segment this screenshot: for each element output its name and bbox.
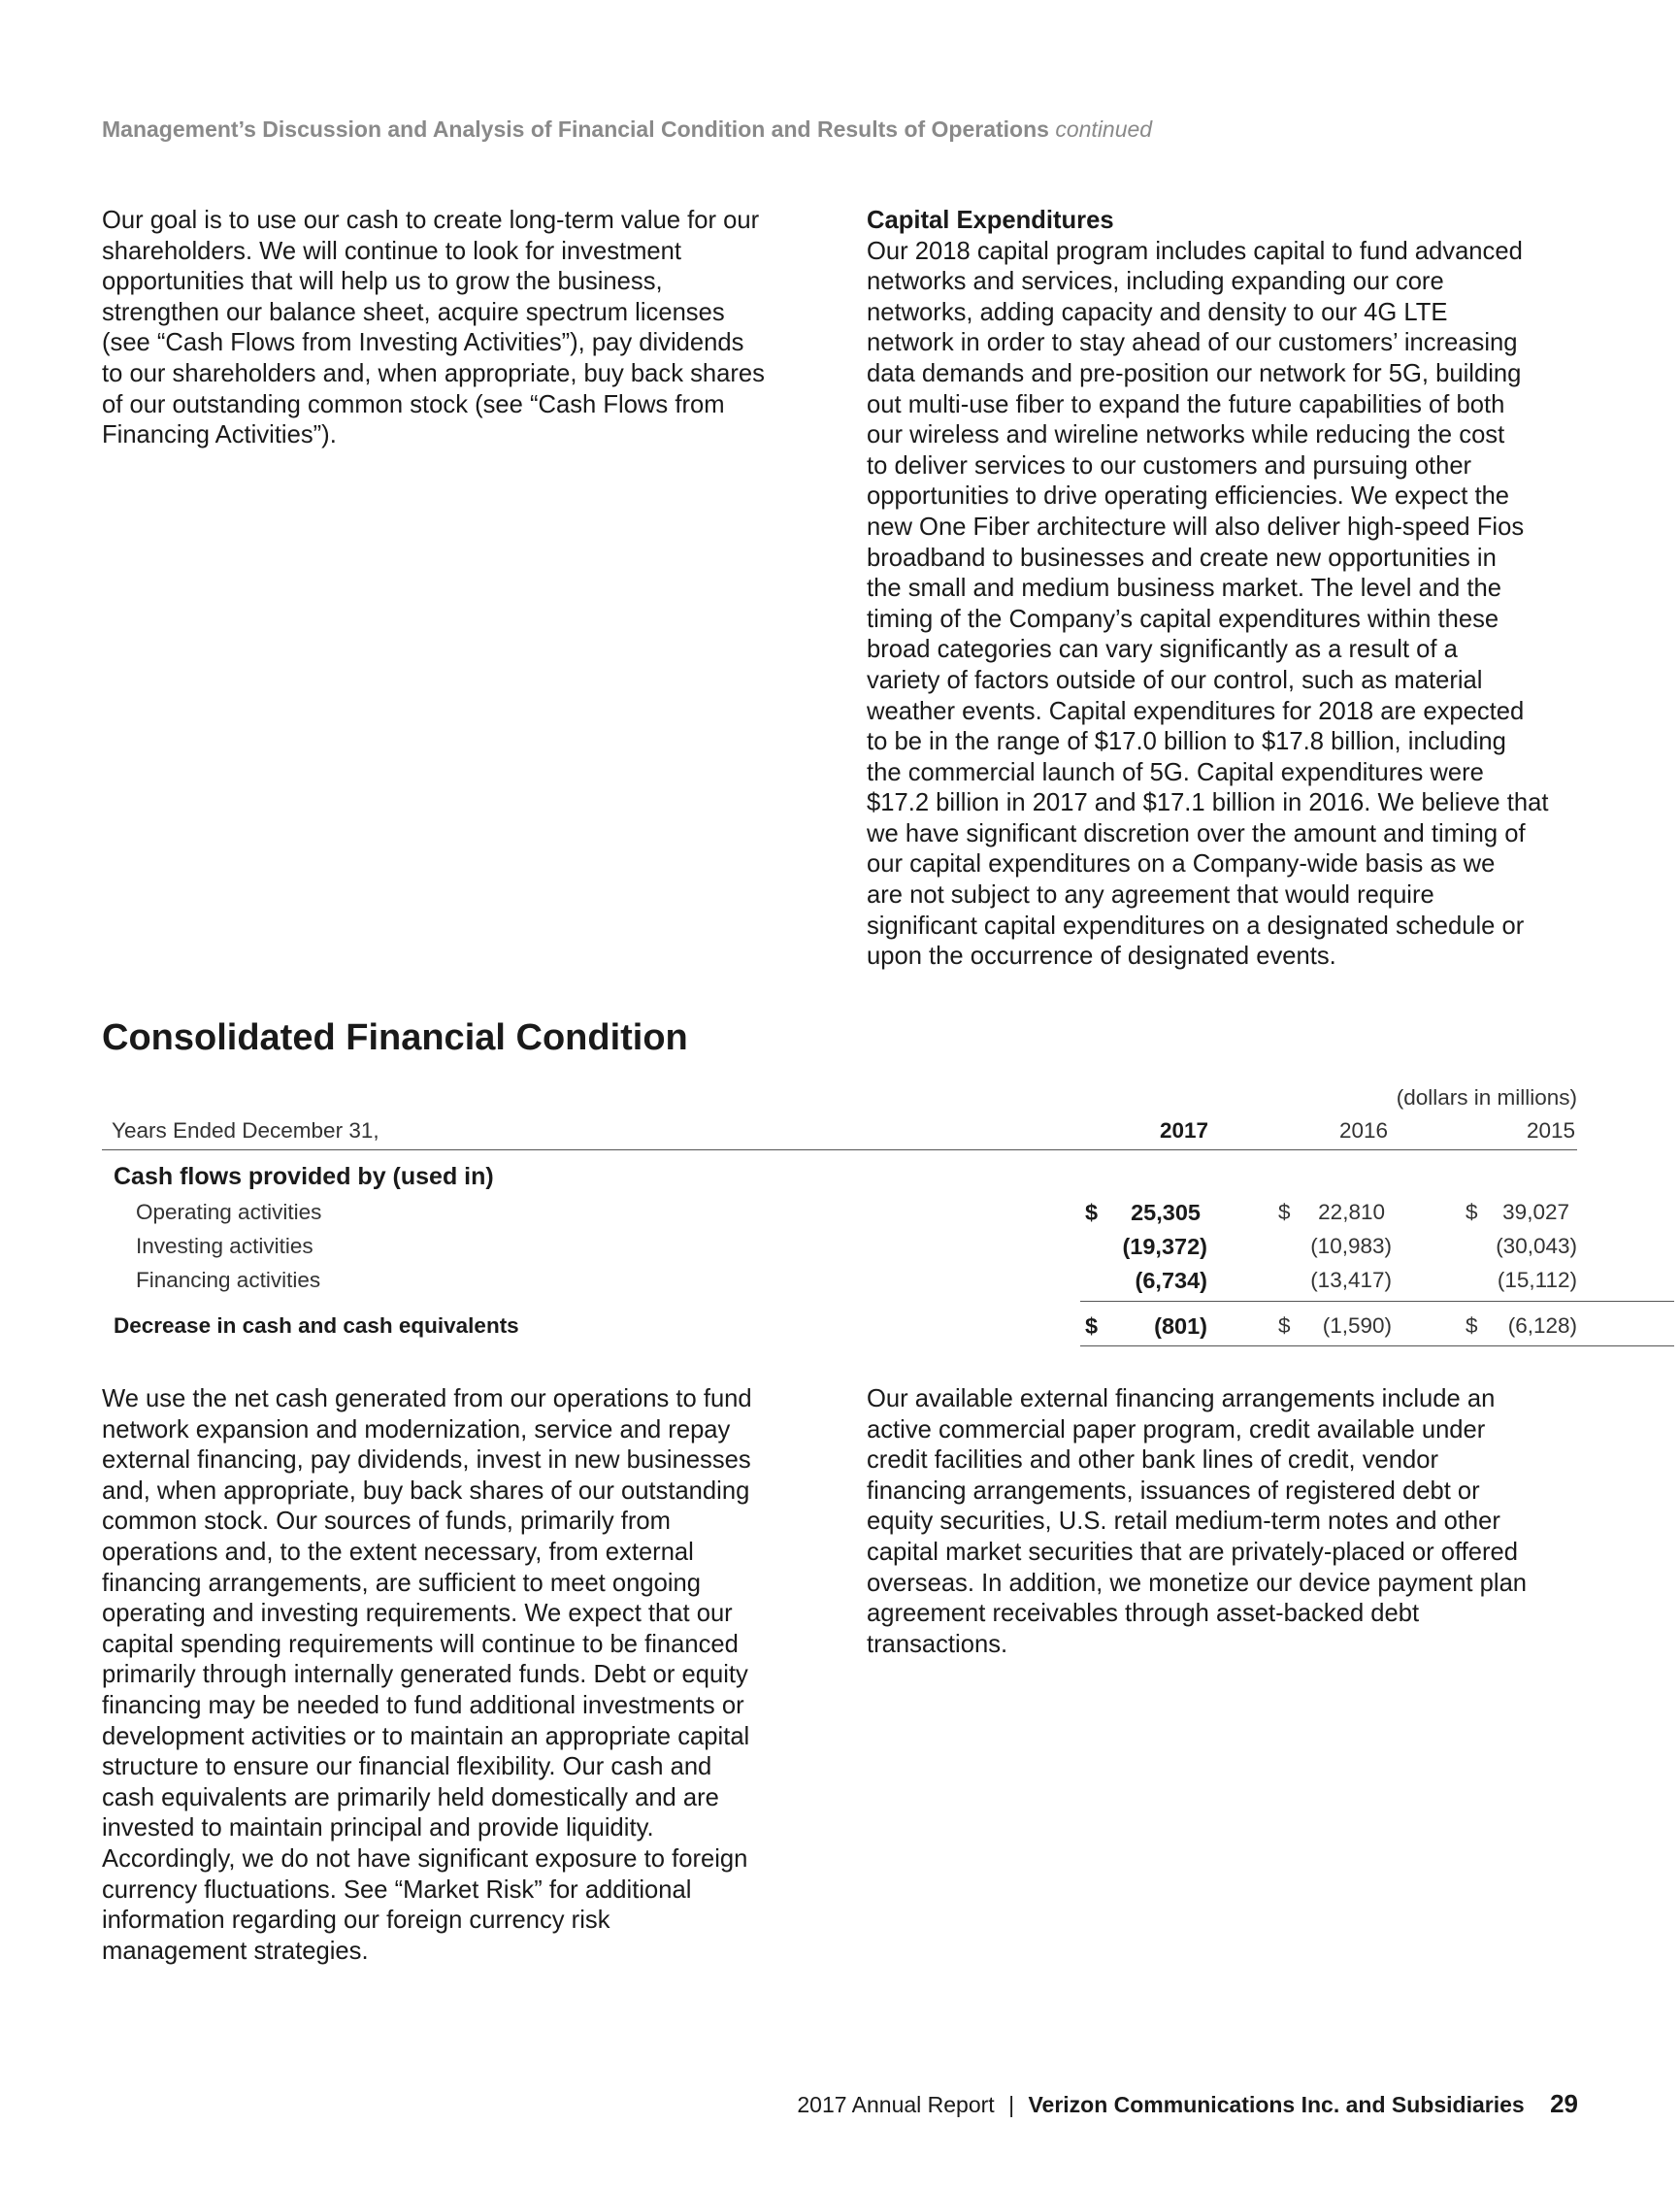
bottom-right-paragraph xyxy=(867,1384,1585,1660)
footer-separator: | xyxy=(1008,2092,1015,2117)
text-line: our capital expenditures on a Company-wide basis as we xyxy=(867,850,1496,879)
table-header-year-2016: 2016 xyxy=(1338,1118,1388,1143)
total-dollar-2015: $ xyxy=(1466,1313,1478,1338)
text-line: financing may be needed to fund additional investments or xyxy=(102,1691,744,1719)
text-line: timing of the Company’s capital expenditures within these xyxy=(867,605,1499,633)
total-dollar-2017: $ xyxy=(1085,1313,1099,1339)
row-value-2015: (30,043) xyxy=(1496,1234,1577,1258)
page-number: 29 xyxy=(1550,2089,1578,2118)
text-line: development activities or to maintain an appropriate capital xyxy=(102,1722,750,1750)
text-line: weather events. Capital expenditures for 2018 are expected xyxy=(867,697,1525,725)
text-line: broad categories can vary significantly as a result of a xyxy=(867,636,1458,664)
text-line: (see “Cash Flows from Investing Activities”), pay dividends xyxy=(102,329,744,357)
text-line: shareholders. We will continue to look for investment xyxy=(102,237,682,265)
capex-section xyxy=(867,206,1585,973)
text-line: networks, adding capacity and density to our 4G LTE xyxy=(867,298,1448,326)
row-dollar-2017: $ xyxy=(1085,1200,1099,1225)
text-line: out multi-use fiber to expand the future capabilities of both xyxy=(867,390,1505,418)
text-line: equity securities, U.S. retail medium-term notes and other xyxy=(867,1508,1500,1536)
text-line: the commercial launch of 5G. Capital expenditures were xyxy=(867,758,1484,786)
text-line: credit facilities and other bank lines of credit, vendor xyxy=(867,1446,1438,1475)
row-value-2015: 39,027 xyxy=(1502,1200,1569,1224)
bottom-left-paragraph xyxy=(102,1384,820,1967)
total-label: Decrease in cash and cash equivalents xyxy=(114,1313,519,1338)
text-line: transactions. xyxy=(867,1630,1008,1658)
intro-left-paragraph xyxy=(102,206,820,451)
text-line: capital market securities that are privately-placed or offered xyxy=(867,1538,1518,1566)
text-line: new One Fiber architecture will also deliver high-speed Fios xyxy=(867,513,1525,541)
text-line: capital spending requirements will continue to be financed xyxy=(102,1630,739,1658)
row-value-2017: 25,305 xyxy=(1131,1200,1201,1225)
text-line: currency fluctuations. See “Market Risk” for additional xyxy=(102,1875,692,1904)
text-line: financing arrangements, issuances of registered debt or xyxy=(867,1477,1480,1505)
row-label: Financing activities xyxy=(136,1268,321,1292)
text-line: network expansion and modernization, service and repay xyxy=(102,1415,731,1443)
row-dollar-2015: $ xyxy=(1466,1200,1478,1224)
text-line: we have significant discretion over the amount and timing of xyxy=(867,819,1526,847)
text-line: We use the net cash generated from our operations to fund xyxy=(102,1385,752,1412)
text-line: to our shareholders and, when appropriate, buy back shares xyxy=(102,359,765,387)
text-line: significant capital expenditures on a designated schedule or xyxy=(867,912,1525,940)
section-title: Consolidated Financial Condition xyxy=(102,1017,688,1058)
text-line: information regarding our foreign currency risk xyxy=(102,1907,610,1935)
row-dollar-2016: $ xyxy=(1278,1200,1291,1224)
total-dollar-2016: $ xyxy=(1278,1313,1291,1338)
text-line: primarily through internally generated funds. Debt or equity xyxy=(102,1661,748,1689)
table-units-note: (dollars in millions) xyxy=(1396,1085,1577,1110)
table-header-rule xyxy=(102,1149,1577,1150)
text-line: data demands and pre-position our network for 5G, building xyxy=(867,359,1522,387)
text-line: operating and investing requirements. We expect that our xyxy=(102,1600,733,1628)
row-value-2015: (15,112) xyxy=(1497,1268,1577,1292)
text-line: structure to ensure our financial flexibility. Our cash and xyxy=(102,1753,712,1781)
text-line: cash equivalents are primarily held domestically and are xyxy=(102,1783,719,1811)
text-line: are not subject to any agreement that would require xyxy=(867,881,1434,910)
text-line: Accordingly, we do not have significant exposure to foreign xyxy=(102,1844,748,1873)
text-line: overseas. In addition, we monetize our device payment plan xyxy=(867,1569,1528,1597)
running-header-title: Management’s Discussion and Analysis of Financial Condition and Results of Operations xyxy=(102,116,1049,142)
text-line: opportunities to drive operating efficiencies. We expect the xyxy=(867,482,1510,511)
text-line: financing arrangements, are sufficient to meet ongoing xyxy=(102,1569,701,1597)
text-line: broadband to businesses and create new opportunities in xyxy=(867,544,1497,572)
row-value-2016: (13,417) xyxy=(1310,1268,1392,1292)
text-line: of our outstanding common stock (see “Cash Flows from xyxy=(102,390,725,418)
text-line: invested to maintain principal and provide liquidity. xyxy=(102,1814,654,1842)
text-line: to deliver services to our customers and pursuing other xyxy=(867,451,1472,480)
row-value-2017: (6,734) xyxy=(1135,1268,1207,1293)
table-group-label: Cash flows provided by (used in) xyxy=(114,1163,494,1190)
capex-heading: Capital Expenditures xyxy=(867,207,1114,234)
text-line: network in order to stay ahead of our customers’ increasing xyxy=(867,329,1518,357)
table-header-year-2017: 2017 xyxy=(1159,1118,1208,1143)
text-line: Our goal is to use our cash to create long-term value for our xyxy=(102,207,760,234)
subtotal-rule-2016 xyxy=(1273,1301,1490,1302)
text-line: $17.2 billion in 2017 and $17.1 billion in 2016. We believe that xyxy=(867,789,1549,817)
text-line: external financing, pay dividends, invest in new businesses xyxy=(102,1446,751,1475)
text-line: upon the occurrence of designated events. xyxy=(867,943,1336,971)
page-footer xyxy=(797,2089,1578,2119)
text-line: Financing Activities”). xyxy=(102,421,337,449)
row-value-2016: 22,810 xyxy=(1318,1200,1385,1224)
text-line: our wireless and wireline networks while reducing the cost xyxy=(867,421,1505,449)
total-value-2017: (801) xyxy=(1154,1313,1207,1339)
table-header-label: Years Ended December 31, xyxy=(112,1118,379,1143)
text-line: variety of factors outside of our control, such as material xyxy=(867,666,1483,694)
text-line: operations and, to the extent necessary, from external xyxy=(102,1538,694,1566)
running-header-continued: continued xyxy=(1055,116,1153,142)
text-line: to be in the range of $17.0 billion to $17.8 billion, including xyxy=(867,728,1506,756)
total-rule-2015 xyxy=(1461,1345,1674,1346)
capex-paragraph xyxy=(867,237,1585,973)
row-value-2017: (19,372) xyxy=(1122,1234,1207,1259)
row-label: Investing activities xyxy=(136,1234,313,1258)
table-header-year-2015: 2015 xyxy=(1526,1118,1575,1143)
total-value-2015: (6,128) xyxy=(1507,1313,1577,1338)
running-header xyxy=(102,116,1152,143)
footer-report-label: 2017 Annual Report xyxy=(797,2092,995,2117)
subtotal-rule-2015 xyxy=(1461,1301,1674,1302)
text-line: opportunities that will help us to grow the business, xyxy=(102,268,663,296)
text-line: management strategies. xyxy=(102,1937,369,1965)
total-value-2016: (1,590) xyxy=(1322,1313,1392,1338)
text-line: agreement receivables through asset-backed debt xyxy=(867,1600,1420,1628)
footer-company-name: Verizon Communications Inc. and Subsidiaries xyxy=(1028,2092,1525,2117)
cash-flow-table xyxy=(102,1078,1577,1354)
text-line: active commercial paper program, credit available under xyxy=(867,1415,1486,1443)
text-line: networks and services, including expanding our core xyxy=(867,268,1444,296)
text-line: Our 2018 capital program includes capital to fund advanced xyxy=(867,237,1523,265)
text-line: the small and medium business market. The level and the xyxy=(867,575,1501,603)
text-line: Our available external financing arrangements include an xyxy=(867,1385,1496,1412)
text-line: strengthen our balance sheet, acquire spectrum licenses xyxy=(102,298,725,326)
text-line: common stock. Our sources of funds, primarily from xyxy=(102,1508,671,1536)
row-value-2016: (10,983) xyxy=(1310,1234,1392,1258)
text-line: and, when appropriate, buy back shares of our outstanding xyxy=(102,1477,750,1505)
total-rule-2016 xyxy=(1273,1345,1490,1346)
row-label: Operating activities xyxy=(136,1200,322,1224)
